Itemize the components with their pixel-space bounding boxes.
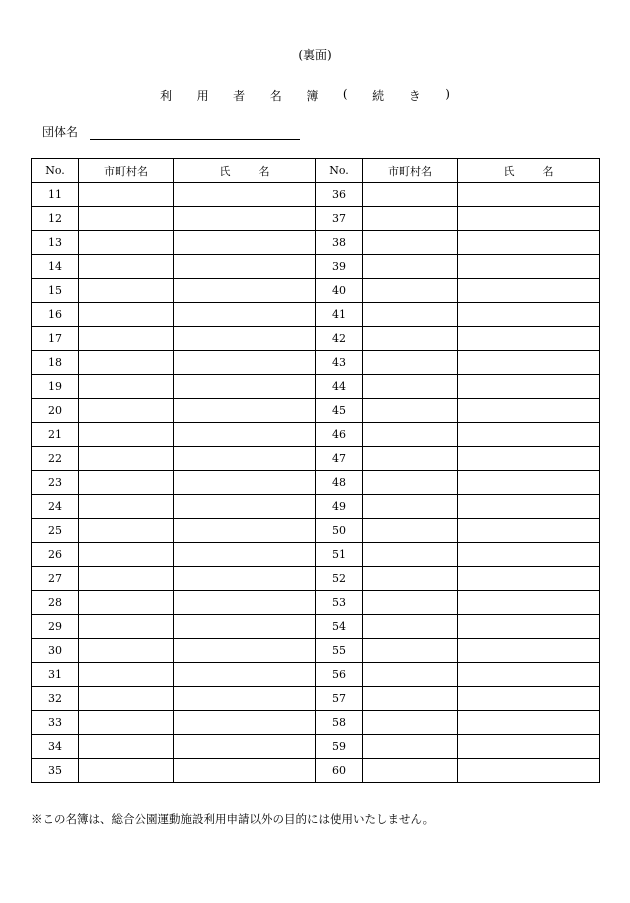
header-municipality-right: 市町村名 <box>363 159 458 183</box>
municipality-cell-left[interactable] <box>79 663 174 687</box>
municipality-cell-right[interactable] <box>363 495 458 519</box>
municipality-cell-right[interactable] <box>363 183 458 207</box>
row-number-right: 43 <box>316 351 363 375</box>
row-number-right: 59 <box>316 735 363 759</box>
name-cell-left[interactable] <box>174 183 316 207</box>
table-row <box>32 279 600 303</box>
municipality-cell-right[interactable] <box>363 759 458 783</box>
name-cell-left[interactable] <box>174 327 316 351</box>
row-number-left: 13 <box>32 231 79 255</box>
row-number-left: 25 <box>32 519 79 543</box>
name-cell-left[interactable] <box>174 303 316 327</box>
title-char: ( <box>342 87 348 101</box>
name-cell-left[interactable] <box>174 351 316 375</box>
row-number-right: 37 <box>316 207 363 231</box>
municipality-cell-left[interactable] <box>79 687 174 711</box>
name-cell-left[interactable] <box>174 711 316 735</box>
table-row <box>32 615 600 639</box>
name-cell-left[interactable] <box>174 543 316 567</box>
title-char: 簿 <box>306 89 319 103</box>
name-cell-right[interactable] <box>458 567 600 591</box>
municipality-cell-left[interactable] <box>79 471 174 495</box>
row-number-left: 21 <box>32 423 79 447</box>
table-row <box>32 735 600 759</box>
table-row <box>32 687 600 711</box>
name-cell-left[interactable] <box>174 471 316 495</box>
name-cell-right[interactable] <box>458 351 600 375</box>
name-cell-right[interactable] <box>458 687 600 711</box>
row-number-left: 18 <box>32 351 79 375</box>
municipality-cell-right[interactable] <box>363 231 458 255</box>
name-cell-right[interactable] <box>458 279 600 303</box>
municipality-cell-right[interactable] <box>363 615 458 639</box>
table-row <box>32 351 600 375</box>
name-cell-right[interactable] <box>458 543 600 567</box>
row-number-right: 51 <box>316 543 363 567</box>
municipality-cell-left[interactable] <box>79 255 174 279</box>
municipality-cell-left[interactable] <box>79 303 174 327</box>
municipality-cell-left[interactable] <box>79 231 174 255</box>
name-cell-right[interactable] <box>458 519 600 543</box>
municipality-cell-right[interactable] <box>363 639 458 663</box>
table-row <box>32 231 600 255</box>
header-name-char-2: 名 <box>542 164 554 178</box>
name-cell-right[interactable] <box>458 327 600 351</box>
row-number-right: 45 <box>316 399 363 423</box>
name-cell-right[interactable] <box>458 735 600 759</box>
row-number-right: 46 <box>316 423 363 447</box>
table-row <box>32 471 600 495</box>
title-char: ) <box>445 87 450 101</box>
table-header-row <box>32 159 600 183</box>
name-cell-right[interactable] <box>458 663 600 687</box>
municipality-cell-right[interactable] <box>363 591 458 615</box>
name-cell-right[interactable] <box>458 471 600 495</box>
row-number-left: 31 <box>32 663 79 687</box>
name-cell-left[interactable] <box>174 567 316 591</box>
municipality-cell-right[interactable] <box>363 663 458 687</box>
row-number-left: 20 <box>32 399 79 423</box>
row-number-left: 28 <box>32 591 79 615</box>
row-number-left: 12 <box>32 207 79 231</box>
row-number-right: 56 <box>316 663 363 687</box>
municipality-cell-right[interactable] <box>363 207 458 231</box>
header-name-left <box>174 159 316 183</box>
municipality-cell-right[interactable] <box>363 303 458 327</box>
group-name-label: 団体名 <box>42 125 79 139</box>
municipality-cell-right[interactable] <box>363 735 458 759</box>
table-row <box>32 375 600 399</box>
title-char: き <box>408 89 421 103</box>
municipality-cell-left[interactable] <box>79 207 174 231</box>
table-row <box>32 663 600 687</box>
municipality-cell-left[interactable] <box>79 759 174 783</box>
municipality-cell-right[interactable] <box>363 519 458 543</box>
municipality-cell-right[interactable] <box>363 351 458 375</box>
municipality-cell-left[interactable] <box>79 639 174 663</box>
table-row <box>32 207 600 231</box>
row-number-right: 44 <box>316 375 363 399</box>
table-row <box>32 567 600 591</box>
row-number-right: 49 <box>316 495 363 519</box>
municipality-cell-right[interactable] <box>363 423 458 447</box>
name-cell-left[interactable] <box>174 639 316 663</box>
row-number-left: 32 <box>32 687 79 711</box>
row-number-left: 26 <box>32 543 79 567</box>
footnote: ※この名簿は、総合公園運動施設利用申請以外の目的には使用いたしません。 <box>31 812 435 826</box>
municipality-cell-left[interactable] <box>79 399 174 423</box>
header-no-left: No. <box>32 159 79 183</box>
row-number-left: 29 <box>32 615 79 639</box>
name-cell-left[interactable] <box>174 735 316 759</box>
name-cell-right[interactable] <box>458 759 600 783</box>
row-number-right: 36 <box>316 183 363 207</box>
name-cell-left[interactable] <box>174 255 316 279</box>
municipality-cell-right[interactable] <box>363 711 458 735</box>
name-cell-right[interactable] <box>458 615 600 639</box>
table-row <box>32 543 600 567</box>
group-name-field[interactable] <box>90 127 300 140</box>
row-number-right: 52 <box>316 567 363 591</box>
municipality-cell-right[interactable] <box>363 687 458 711</box>
municipality-cell-right[interactable] <box>363 567 458 591</box>
name-cell-right[interactable] <box>458 711 600 735</box>
header-name-char-1: 氏 <box>219 164 231 178</box>
name-cell-left[interactable] <box>174 447 316 471</box>
name-cell-right[interactable] <box>458 231 600 255</box>
municipality-cell-right[interactable] <box>363 327 458 351</box>
table-row <box>32 591 600 615</box>
header-name-char-1: 氏 <box>503 164 515 178</box>
row-number-right: 54 <box>316 615 363 639</box>
municipality-cell-left[interactable] <box>79 567 174 591</box>
municipality-cell-right[interactable] <box>363 447 458 471</box>
table-row <box>32 327 600 351</box>
row-number-left: 17 <box>32 327 79 351</box>
table-row <box>32 303 600 327</box>
name-cell-right[interactable] <box>458 207 600 231</box>
header-name-char-2: 名 <box>258 164 270 178</box>
group-name-row <box>42 123 300 140</box>
page-heading: (裏面) <box>298 48 332 62</box>
name-cell-right[interactable] <box>458 183 600 207</box>
row-number-right: 60 <box>316 759 363 783</box>
municipality-cell-left[interactable] <box>79 279 174 303</box>
municipality-cell-left[interactable] <box>79 351 174 375</box>
row-number-right: 53 <box>316 591 363 615</box>
name-cell-left[interactable] <box>174 663 316 687</box>
row-number-left: 16 <box>32 303 79 327</box>
row-number-left: 19 <box>32 375 79 399</box>
header-name-right <box>458 159 600 183</box>
municipality-cell-right[interactable] <box>363 375 458 399</box>
row-number-left: 23 <box>32 471 79 495</box>
table-row <box>32 711 600 735</box>
municipality-cell-left[interactable] <box>79 327 174 351</box>
municipality-cell-left[interactable] <box>79 183 174 207</box>
name-cell-right[interactable] <box>458 591 600 615</box>
row-number-right: 41 <box>316 303 363 327</box>
header-municipality-left: 市町村名 <box>79 159 174 183</box>
row-number-left: 14 <box>32 255 79 279</box>
name-cell-right[interactable] <box>458 639 600 663</box>
row-number-right: 39 <box>316 255 363 279</box>
row-number-left: 15 <box>32 279 79 303</box>
name-cell-left[interactable] <box>174 591 316 615</box>
table-row <box>32 759 600 783</box>
row-number-left: 35 <box>32 759 79 783</box>
title-char: 利 <box>160 89 173 103</box>
name-cell-left[interactable] <box>174 207 316 231</box>
municipality-cell-right[interactable] <box>363 399 458 423</box>
name-cell-right[interactable] <box>458 495 600 519</box>
municipality-cell-left[interactable] <box>79 711 174 735</box>
row-number-right: 58 <box>316 711 363 735</box>
municipality-cell-left[interactable] <box>79 735 174 759</box>
table-row <box>32 519 600 543</box>
row-number-left: 27 <box>32 567 79 591</box>
municipality-cell-left[interactable] <box>79 591 174 615</box>
name-cell-left[interactable] <box>174 231 316 255</box>
row-number-left: 11 <box>32 183 79 207</box>
name-cell-left[interactable] <box>174 519 316 543</box>
municipality-cell-left[interactable] <box>79 375 174 399</box>
name-cell-left[interactable] <box>174 279 316 303</box>
row-number-right: 47 <box>316 447 363 471</box>
header-no-right: No. <box>316 159 363 183</box>
name-cell-right[interactable] <box>458 303 600 327</box>
name-cell-left[interactable] <box>174 615 316 639</box>
municipality-cell-left[interactable] <box>79 543 174 567</box>
table-row <box>32 447 600 471</box>
municipality-cell-left[interactable] <box>79 423 174 447</box>
row-number-left: 24 <box>32 495 79 519</box>
row-number-left: 30 <box>32 639 79 663</box>
name-cell-left[interactable] <box>174 399 316 423</box>
municipality-cell-left[interactable] <box>79 447 174 471</box>
name-cell-left[interactable] <box>174 423 316 447</box>
title-char: 用 <box>196 89 209 103</box>
title-char: 者 <box>233 89 246 103</box>
municipality-cell-right[interactable] <box>363 255 458 279</box>
municipality-cell-left[interactable] <box>79 495 174 519</box>
row-number-right: 42 <box>316 327 363 351</box>
name-cell-left[interactable] <box>174 687 316 711</box>
municipality-cell-right[interactable] <box>363 471 458 495</box>
table-row <box>32 183 600 207</box>
name-cell-right[interactable] <box>458 255 600 279</box>
row-number-left: 33 <box>32 711 79 735</box>
name-cell-left[interactable] <box>174 759 316 783</box>
table-row <box>32 399 600 423</box>
municipality-cell-right[interactable] <box>363 279 458 303</box>
user-roster-table <box>31 158 600 783</box>
name-cell-left[interactable] <box>174 495 316 519</box>
name-cell-left[interactable] <box>174 375 316 399</box>
name-cell-right[interactable] <box>458 399 600 423</box>
table-row <box>32 495 600 519</box>
municipality-cell-left[interactable] <box>79 519 174 543</box>
row-number-right: 48 <box>316 471 363 495</box>
table-row <box>32 423 600 447</box>
table-row <box>32 255 600 279</box>
name-cell-right[interactable] <box>458 447 600 471</box>
municipality-cell-left[interactable] <box>79 615 174 639</box>
row-number-left: 34 <box>32 735 79 759</box>
row-number-right: 55 <box>316 639 363 663</box>
row-number-right: 57 <box>316 687 363 711</box>
title-char: 続 <box>372 89 385 103</box>
document-title <box>160 87 450 104</box>
table-row <box>32 639 600 663</box>
row-number-left: 22 <box>32 447 79 471</box>
row-number-right: 40 <box>316 279 363 303</box>
name-cell-right[interactable] <box>458 375 600 399</box>
row-number-right: 50 <box>316 519 363 543</box>
title-char: 名 <box>269 89 282 103</box>
name-cell-right[interactable] <box>458 423 600 447</box>
municipality-cell-right[interactable] <box>363 543 458 567</box>
row-number-right: 38 <box>316 231 363 255</box>
